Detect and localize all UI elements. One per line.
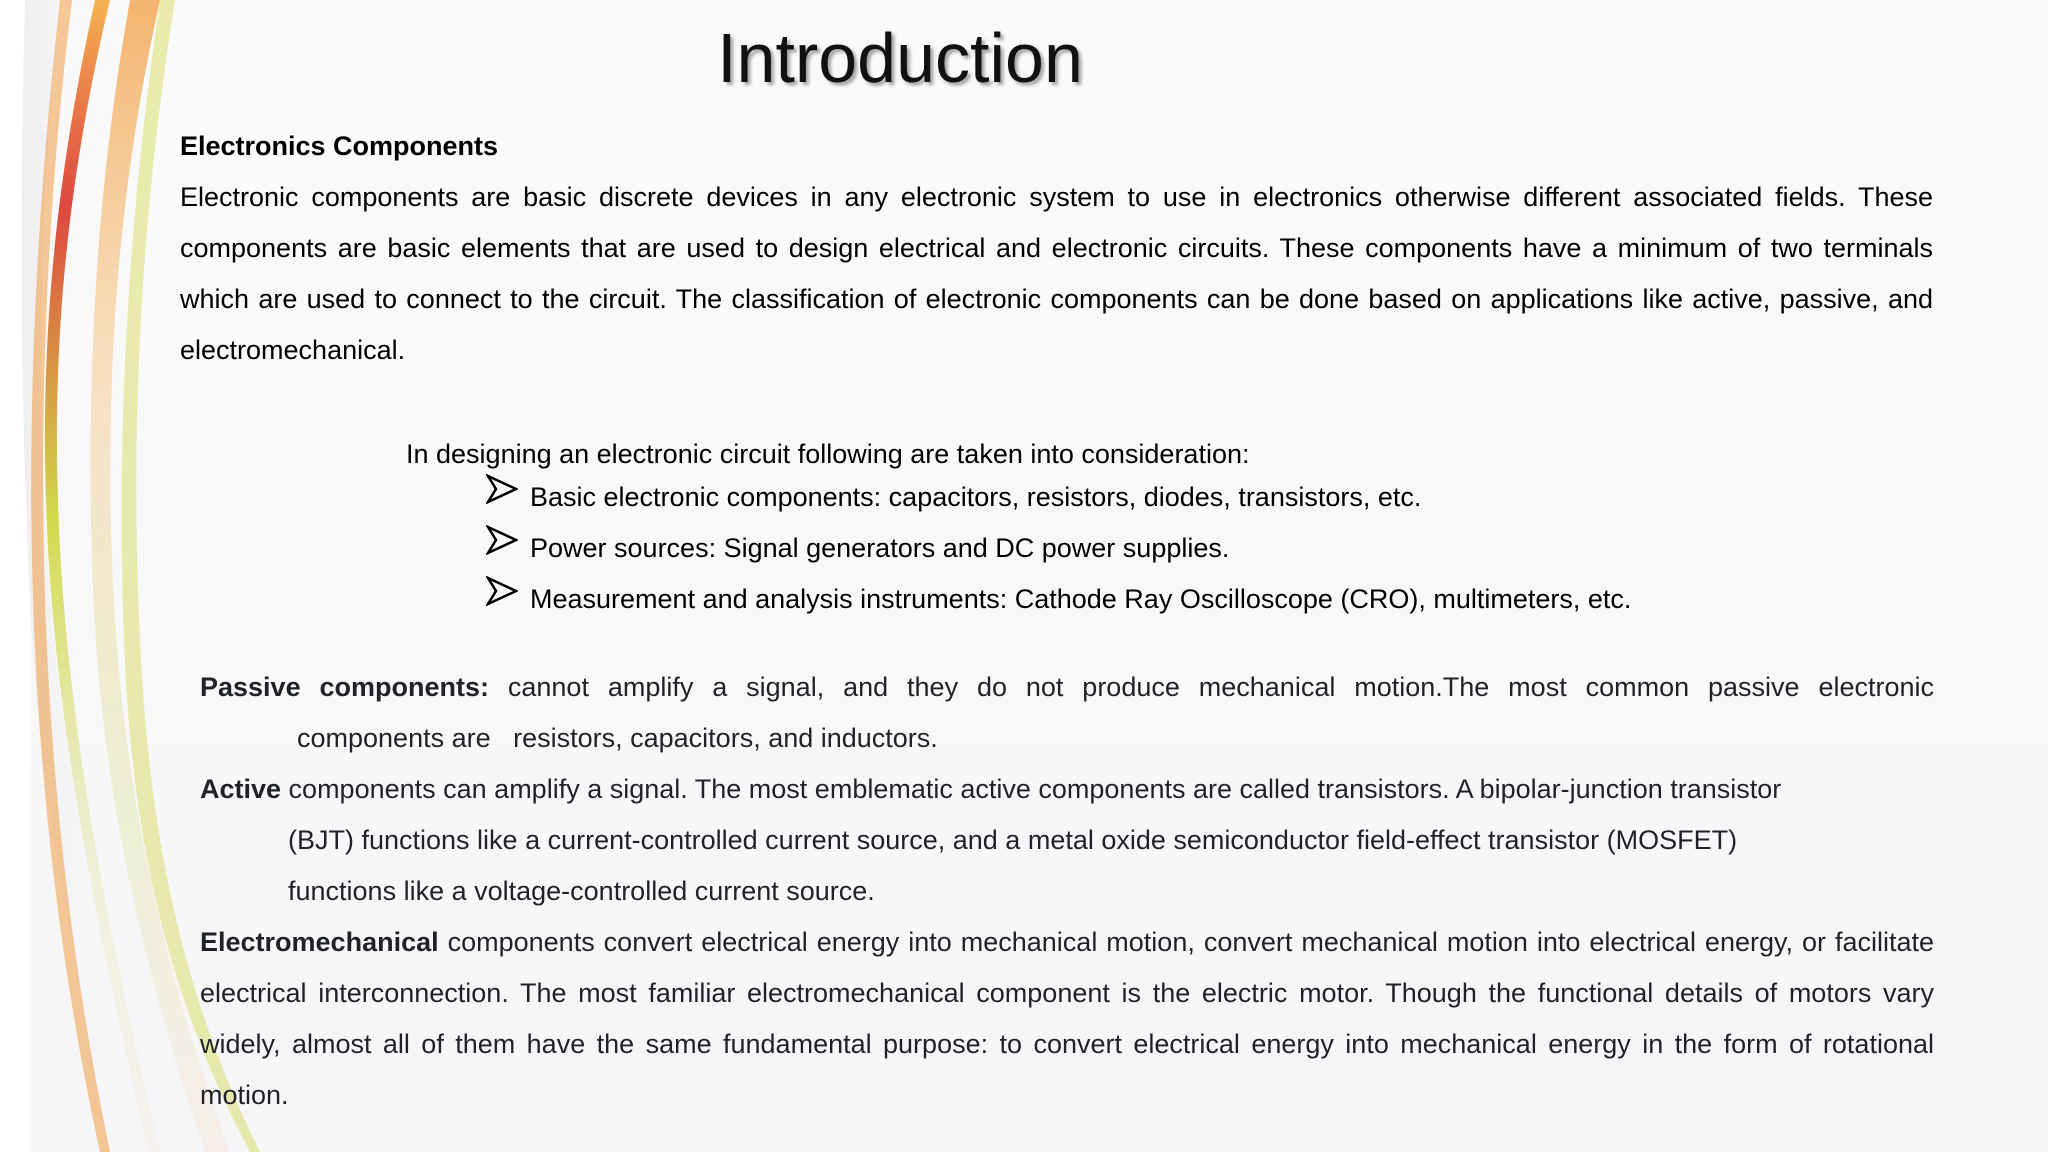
electromechanical-text: components convert electrical energy into mechanical motion, convert mechanical motion into electrical energy, or facilitate electrical interconnection. The most familiar electromechanical component is the electric motor. Though the functional details of motors vary widely, almost all of them have the same fundamental purpose: to convert electrical energy into mechanical energy in the form of rotational motion.	[200, 927, 1934, 1110]
list-item-text: Measurement and analysis instruments: Cathode Ray Oscilloscope (CRO), multimeters, etc.	[530, 584, 1632, 614]
active-line-2: (BJT) functions like a current-controlled current source, and a metal oxide semiconductor field-effect transistor (MOSFET)	[288, 825, 1738, 855]
intro-paragraph: Electronic components are basic discrete devices in any electronic system to use in electronics otherwise different associated fields. These components are basic elements that are used to design electrical and electronic circuits. These components have a minimum of two terminals which are used to connect to the circuit. The classification of electronic components can be done based on applications like active, passive, and electromechanical.	[180, 182, 1933, 365]
arrow-bullet-icon	[486, 525, 518, 555]
list-item-text: Power sources: Signal generators and DC power supplies.	[530, 533, 1230, 563]
list-item-text: Basic electronic components: capacitors, resistors, diodes, transistors, etc.	[530, 482, 1422, 512]
page-title: Introduction	[717, 19, 1083, 97]
active-text: components can amplify a signal. The most emblematic active components are called transistors. A bipolar-junction transistor	[281, 774, 1782, 804]
electromechanical-block	[200, 917, 1934, 1121]
consideration-intro: In designing an electronic circuit following are taken into consideration:	[406, 439, 1250, 469]
arrow-bullet-icon	[486, 474, 518, 504]
active-line-1	[200, 764, 1934, 815]
active-term: Active	[200, 774, 282, 804]
passive-components-block	[200, 662, 1934, 764]
active-line-3: functions like a voltage-controlled current source.	[288, 876, 875, 906]
passive-line-1	[200, 662, 1934, 713]
arrow-bullet-icon	[486, 576, 518, 606]
passive-text: cannot amplify a signal, and they do not produce mechanical motion.The most common passive electronic	[488, 672, 1934, 702]
electromechanical-term: Electromechanical	[200, 927, 439, 957]
passive-term: Passive components:	[200, 672, 489, 702]
section-heading: Electronics Components	[180, 131, 499, 161]
active-components-block	[200, 764, 1934, 917]
passive-line-2: components are resistors, capacitors, and inductors.	[297, 723, 938, 753]
